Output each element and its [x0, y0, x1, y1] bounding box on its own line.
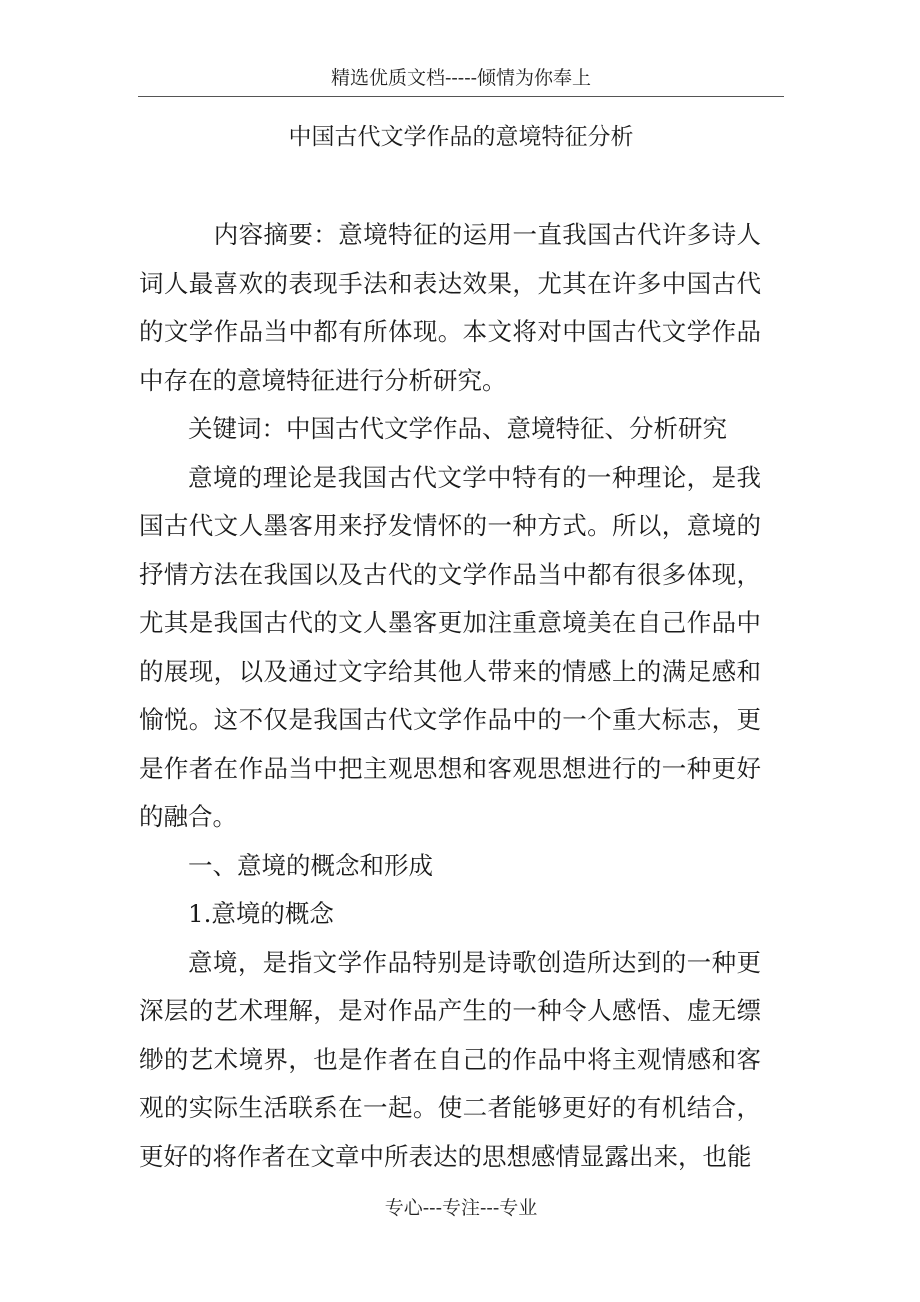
document-title: 中国古代文学作品的意境特征分析 — [288, 124, 634, 150]
page-header: 精选优质文档-----倾情为你奉上 — [330, 67, 592, 89]
section-heading: 一、意境的概念和形成 — [188, 850, 433, 880]
keywords-line: 关键词：中国古代文学作品、意境特征、分析研究 — [188, 414, 727, 443]
concept-paragraph: 意境，是指文学作品特别是诗歌创造所达到的一种更深层的艺术理解，是对作品产生的一种令人感悟、虚无缥缈的艺术境界，也是作者在自己的作品中将主观情感和客观的实际生活联系在一起。使二者能够更好的有机结合，更好的将作者在文章中所表达的思想感情显露出来，也能 — [139, 947, 761, 1171]
header-divider — [138, 96, 784, 97]
page-footer: 专心---专注---专业 — [384, 1197, 538, 1219]
abstract-paragraph: 内容摘要：意境特征的运用一直我国古代许多诗人词人最喜欢的表现手法和表达效果，尤其在许多中国古代的文学作品当中都有所体现。本文将对中国古代文学作品中存在的意境特征进行分析研究。 — [139, 220, 761, 395]
subsection-heading: 1.意境的概念 — [188, 899, 334, 928]
document-body — [139, 211, 761, 1181]
intro-paragraph: 意境的理论是我国古代文学中特有的一种理论，是我国古代文人墨客用来抒发情怀的一种方式。所以，意境的抒情方法在我国以及古代的文学作品当中都有很多体现，尤其是我国古代的文人墨客更加注重意境美在自己作品中的展现，以及通过文字给其他人带来的情感上的满足感和愉悦。这不仅是我国古代文学作品中的一个重大标志，更是作者在作品当中把主观思想和客观思想进行的一种更好的融合。 — [139, 462, 761, 831]
